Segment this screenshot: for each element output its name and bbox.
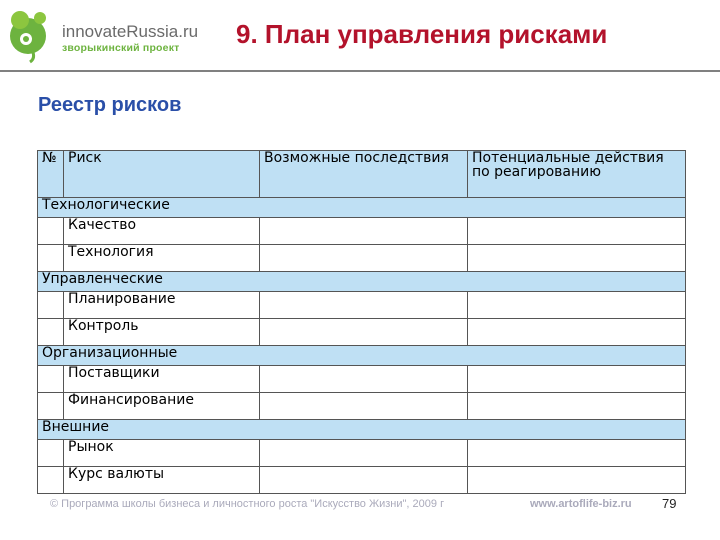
risk-row [38,440,686,467]
risk-name-cell: Поставщики [64,366,260,393]
consequences-cell [260,440,468,467]
risk-num-cell [38,440,64,467]
category-label: Организационные [38,346,686,366]
consequences-cell [260,366,468,393]
risk-num-cell [38,393,64,420]
actions-cell [468,245,686,272]
category-label: Управленческие [38,272,686,292]
risk-name-cell: Рынок [64,440,260,467]
actions-cell [468,292,686,319]
consequences-cell [260,319,468,346]
consequences-cell [260,218,468,245]
consequences-cell [260,393,468,420]
risk-name-cell: Финансирование [64,393,260,420]
risk-num-cell [38,319,64,346]
header-consequences: Возможные последствия [260,151,468,198]
risk-num-cell [38,218,64,245]
category-label: Внешние [38,420,686,440]
category-row [38,420,686,440]
header-num: № [38,151,64,198]
actions-cell [468,218,686,245]
actions-cell [468,440,686,467]
innovate-russia-logo [6,6,199,66]
actions-cell [468,393,686,420]
slide-header [0,0,720,72]
consequences-cell [260,467,468,494]
category-row [38,346,686,366]
footer-url: www.artoflife-biz.ru [530,498,632,510]
header-actions: Потенциальные действия по реагированию [468,151,686,198]
risk-name-cell: Контроль [64,319,260,346]
category-row [38,198,686,218]
logo-subtext: зворыкинский проект [62,42,180,54]
slide-title: 9. План управления рисками [236,19,608,49]
header-divider [0,70,720,72]
risk-row [38,292,686,319]
table-header-row [38,151,686,198]
risk-row [38,467,686,494]
risk-num-cell [38,245,64,272]
risk-row [38,393,686,420]
risk-row [38,366,686,393]
footer-copyright: © Программа школы бизнеса и личностного роста "Искусство Жизни", 2009 г [50,498,445,510]
category-label: Технологические [38,198,686,218]
risk-num-cell [38,292,64,319]
risk-row [38,319,686,346]
header-risk: Риск [64,151,260,198]
risk-num-cell [38,467,64,494]
risk-name-cell: Планирование [64,292,260,319]
actions-cell [468,467,686,494]
actions-cell [468,366,686,393]
actions-cell [468,319,686,346]
sprout-icon [6,6,58,64]
section-subtitle: Реестр рисков [38,94,182,116]
consequences-cell [260,245,468,272]
risk-row [38,218,686,245]
risk-num-cell [38,366,64,393]
category-row [38,272,686,292]
risk-register-table [37,150,686,494]
logo-text: innovateRussia.ru [62,22,199,41]
page-number: 79 [662,496,677,511]
risk-name-cell: Качество [64,218,260,245]
risk-row [38,245,686,272]
risk-name-cell: Курс валюты [64,467,260,494]
consequences-cell [260,292,468,319]
risk-name-cell: Технология [64,245,260,272]
